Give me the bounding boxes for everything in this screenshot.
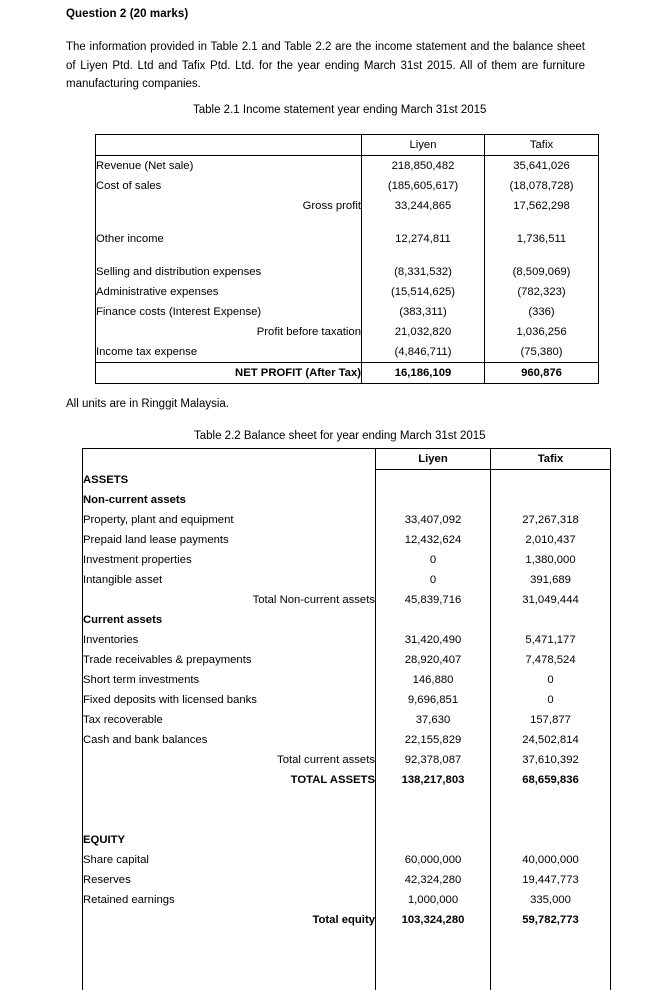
cell-tafix: 59,782,773 — [491, 910, 611, 930]
cell-liyen: 21,032,820 — [362, 322, 485, 342]
table-row — [96, 156, 599, 177]
row-label: Short term investments — [83, 670, 376, 690]
table-header-row — [83, 449, 611, 470]
table-row — [96, 196, 599, 216]
spacer-cell — [96, 249, 362, 262]
spacer-cell — [83, 970, 376, 990]
column-header-tafix: Tafix — [485, 135, 599, 156]
row-label: Reserves — [83, 870, 376, 890]
cell-tafix: 35,641,026 — [485, 156, 599, 177]
table-row — [96, 363, 599, 384]
table-row — [83, 490, 611, 510]
spacer-cell — [376, 970, 491, 990]
cell-liyen: 42,324,280 — [376, 870, 491, 890]
cell-tafix: 17,562,298 — [485, 196, 599, 216]
column-header-blank — [96, 135, 362, 156]
table-row — [83, 510, 611, 530]
spacer-cell — [491, 810, 611, 830]
row-label: ASSETS — [83, 470, 376, 491]
row-label: Administrative expenses — [96, 282, 362, 302]
cell-tafix: 1,380,000 — [491, 550, 611, 570]
spacer-cell — [491, 930, 611, 950]
row-label: Total current assets — [83, 750, 376, 770]
table-row — [96, 302, 599, 322]
table-spacer-row — [83, 950, 611, 970]
spacer-cell — [491, 790, 611, 810]
row-label: Other income — [96, 229, 362, 249]
cell-liyen: 103,324,280 — [376, 910, 491, 930]
cell-tafix — [491, 830, 611, 850]
cell-tafix: 157,877 — [491, 710, 611, 730]
cell-liyen — [376, 830, 491, 850]
cell-tafix — [491, 490, 611, 510]
cell-liyen: 0 — [376, 550, 491, 570]
cell-tafix: 1,036,256 — [485, 322, 599, 342]
table-row — [96, 229, 599, 249]
cell-liyen: (4,846,711) — [362, 342, 485, 363]
table-row — [83, 690, 611, 710]
row-label: Cash and bank balances — [83, 730, 376, 750]
table-row — [83, 530, 611, 550]
table-row — [83, 670, 611, 690]
table-row — [83, 890, 611, 910]
column-header-blank — [83, 449, 376, 470]
spacer-cell — [376, 930, 491, 950]
cell-tafix: (8,509,069) — [485, 262, 599, 282]
row-label: Tax recoverable — [83, 710, 376, 730]
table-spacer-row — [96, 216, 599, 229]
cell-liyen: 1,000,000 — [376, 890, 491, 910]
cell-tafix: 37,610,392 — [491, 750, 611, 770]
spacer-cell — [485, 249, 599, 262]
cell-tafix: (75,380) — [485, 342, 599, 363]
row-label: Inventories — [83, 630, 376, 650]
table-spacer-row — [96, 249, 599, 262]
cell-tafix: (782,323) — [485, 282, 599, 302]
cell-liyen: 12,274,811 — [362, 229, 485, 249]
table-row — [83, 830, 611, 850]
cell-liyen — [376, 610, 491, 630]
table-row — [96, 176, 599, 196]
row-label: Profit before taxation — [96, 322, 362, 342]
table-row — [83, 770, 611, 790]
cell-liyen: 0 — [376, 570, 491, 590]
cell-liyen: (15,514,625) — [362, 282, 485, 302]
row-label: NET PROFIT (After Tax) — [96, 363, 362, 384]
row-label: Fixed deposits with licensed banks — [83, 690, 376, 710]
row-label: TOTAL ASSETS — [83, 770, 376, 790]
balance-sheet-table — [82, 448, 611, 990]
cell-liyen: 12,432,624 — [376, 530, 491, 550]
page-title: Question 2 (20 marks) — [66, 8, 189, 20]
cell-liyen: 22,155,829 — [376, 730, 491, 750]
cell-tafix: 27,267,318 — [491, 510, 611, 530]
cell-liyen — [376, 490, 491, 510]
row-label: Cost of sales — [96, 176, 362, 196]
spacer-cell — [83, 930, 376, 950]
cell-tafix: 24,502,814 — [491, 730, 611, 750]
cell-tafix: 5,471,177 — [491, 630, 611, 650]
table-header-row — [96, 135, 599, 156]
row-label: Intangible asset — [83, 570, 376, 590]
row-label: Total Non-current assets — [83, 590, 376, 610]
cell-liyen: 37,630 — [376, 710, 491, 730]
table-row — [83, 590, 611, 610]
cell-tafix: 2,010,437 — [491, 530, 611, 550]
cell-tafix: (336) — [485, 302, 599, 322]
spacer-cell — [83, 950, 376, 970]
cell-tafix — [491, 470, 611, 491]
spacer-cell — [485, 216, 599, 229]
cell-liyen: (383,311) — [362, 302, 485, 322]
row-label: EQUITY — [83, 830, 376, 850]
spacer-cell — [376, 790, 491, 810]
row-label: Non-current assets — [83, 490, 376, 510]
cell-tafix: 960,876 — [485, 363, 599, 384]
column-header-tafix: Tafix — [491, 449, 611, 470]
row-label: Total equity — [83, 910, 376, 930]
cell-tafix: 40,000,000 — [491, 850, 611, 870]
cell-liyen: 45,839,716 — [376, 590, 491, 610]
cell-tafix: 0 — [491, 670, 611, 690]
table-row — [83, 610, 611, 630]
cell-liyen: 92,378,087 — [376, 750, 491, 770]
cell-liyen: (8,331,532) — [362, 262, 485, 282]
row-label: Prepaid land lease payments — [83, 530, 376, 550]
cell-tafix: 1,736,511 — [485, 229, 599, 249]
cell-liyen: 218,850,482 — [362, 156, 485, 177]
table-row — [96, 322, 599, 342]
row-label: Income tax expense — [96, 342, 362, 363]
table-row — [83, 910, 611, 930]
table-row — [96, 342, 599, 363]
column-header-liyen: Liyen — [376, 449, 491, 470]
units-note: All units are in Ringgit Malaysia. — [66, 398, 229, 410]
row-label: Revenue (Net sale) — [96, 156, 362, 177]
table-row — [83, 850, 611, 870]
cell-liyen: 16,186,109 — [362, 363, 485, 384]
cell-liyen: 138,217,803 — [376, 770, 491, 790]
table-spacer-row — [83, 930, 611, 950]
table-row — [83, 570, 611, 590]
table-row — [83, 730, 611, 750]
cell-tafix: 68,659,836 — [491, 770, 611, 790]
cell-liyen: 146,880 — [376, 670, 491, 690]
cell-liyen: 28,920,407 — [376, 650, 491, 670]
table-row — [83, 630, 611, 650]
row-label: Selling and distribution expenses — [96, 262, 362, 282]
spacer-cell — [491, 950, 611, 970]
question-paragraph: The information provided in Table 2.1 and Table 2.2 are the income statement and the balance sheet of Liyen Ptd. Ltd and Tafix Ptd. Ltd. for the year ending March 31st 2015. All of them are furniture manufacturing companies. — [66, 41, 585, 90]
table-row — [96, 282, 599, 302]
row-label: Finance costs (Interest Expense) — [96, 302, 362, 322]
cell-tafix: 391,689 — [491, 570, 611, 590]
cell-tafix: 7,478,524 — [491, 650, 611, 670]
table-spacer-row — [83, 790, 611, 810]
cell-liyen: 60,000,000 — [376, 850, 491, 870]
row-label: Retained earnings — [83, 890, 376, 910]
cell-liyen: 33,244,865 — [362, 196, 485, 216]
cell-liyen: (185,605,617) — [362, 176, 485, 196]
cell-liyen: 33,407,092 — [376, 510, 491, 530]
row-label: Gross profit — [96, 196, 362, 216]
cell-tafix: (18,078,728) — [485, 176, 599, 196]
spacer-cell — [362, 249, 485, 262]
row-label: Share capital — [83, 850, 376, 870]
spacer-cell — [376, 810, 491, 830]
cell-tafix: 0 — [491, 690, 611, 710]
row-label: Investment properties — [83, 550, 376, 570]
table-row — [96, 262, 599, 282]
table-row — [83, 750, 611, 770]
spacer-cell — [83, 810, 376, 830]
row-label: Current assets — [83, 610, 376, 630]
income-statement-table — [95, 134, 599, 384]
spacer-cell — [362, 216, 485, 229]
spacer-cell — [491, 970, 611, 990]
spacer-cell — [83, 790, 376, 810]
table-2-2-caption: Table 2.2 Balance sheet for year ending March 31st 2015 — [194, 430, 486, 442]
row-label: Property, plant and equipment — [83, 510, 376, 530]
cell-tafix: 335,000 — [491, 890, 611, 910]
table-2-1-caption: Table 2.1 Income statement year ending March 31st 2015 — [193, 104, 487, 116]
column-header-liyen: Liyen — [362, 135, 485, 156]
cell-tafix — [491, 610, 611, 630]
table-row — [83, 650, 611, 670]
row-label: Trade receivables & prepayments — [83, 650, 376, 670]
cell-liyen: 9,696,851 — [376, 690, 491, 710]
table-row — [83, 870, 611, 890]
table-spacer-row — [83, 970, 611, 990]
spacer-cell — [96, 216, 362, 229]
table-row — [83, 470, 611, 491]
cell-liyen: 31,420,490 — [376, 630, 491, 650]
spacer-cell — [376, 950, 491, 970]
table-row — [83, 550, 611, 570]
cell-liyen — [376, 470, 491, 491]
cell-tafix: 19,447,773 — [491, 870, 611, 890]
table-row — [83, 710, 611, 730]
table-spacer-row — [83, 810, 611, 830]
cell-tafix: 31,049,444 — [491, 590, 611, 610]
